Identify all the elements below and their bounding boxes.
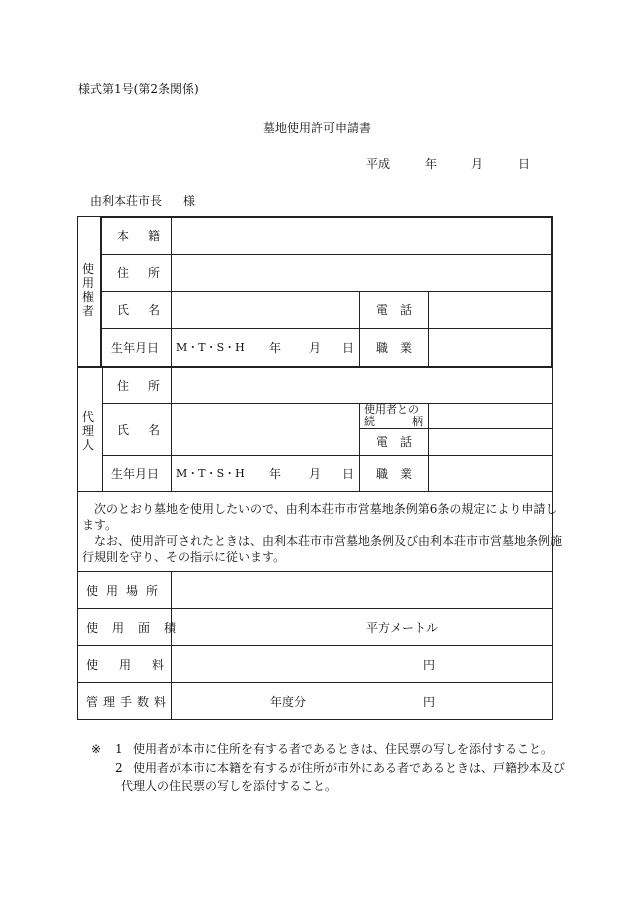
job-label-1: 職 [376, 341, 389, 355]
usage-fee-field[interactable] [173, 647, 418, 681]
phone-field[interactable] [430, 293, 550, 327]
agent-phone-field[interactable] [430, 430, 550, 454]
statement-p1-line1: 次のとおり墓地を使用したいので、由利本荘市市営墓地条例第6条の規定により申請し [94, 502, 558, 516]
agent-name-label-1: 氏 [117, 423, 130, 437]
note-2-line1: 使用者が本市に本籍を有するが住所が市外にある者であるときは、戸籍抄本及び [133, 761, 566, 775]
honseki-field[interactable] [173, 219, 550, 253]
agent-birthdate-era-options[interactable]: M・T・S・H [176, 467, 245, 480]
agent-phone-label-2: 話 [400, 435, 413, 449]
usage-location-field[interactable] [173, 573, 551, 607]
addressee-name: 由利本荘市長 [90, 194, 163, 208]
birthdate-era-options[interactable]: M・T・S・H [176, 341, 245, 354]
date-year: 年 [425, 157, 438, 171]
handling-fee-label: 管理手数料 [86, 695, 172, 709]
address-label-1: 住 [117, 266, 130, 280]
addressee-honorific: 様 [183, 194, 196, 208]
note-1-number: 1 [115, 742, 123, 756]
agent-job-field[interactable] [430, 457, 550, 490]
relation-field[interactable] [430, 405, 550, 427]
agent-address-label-1: 住 [117, 379, 130, 393]
handling-fee-field[interactable] [310, 684, 420, 718]
agent-address-label-2: 所 [148, 379, 161, 393]
agent-birthdate-year: 年 [269, 467, 282, 481]
relation-label-2b: 柄 [412, 415, 423, 428]
agent-birthdate-month: 月 [309, 467, 322, 481]
usage-location-label: 使用場所 [86, 584, 167, 598]
job-field[interactable] [430, 330, 550, 365]
note-2-number: 2 [115, 761, 123, 775]
agent-address-field[interactable] [173, 369, 550, 402]
form-number: 様式第1号(第2条関係) [78, 82, 199, 96]
phone-label-1: 電 [376, 303, 389, 317]
birthdate-day: 日 [342, 341, 355, 355]
agent-name-field[interactable] [173, 405, 357, 454]
address-field[interactable] [173, 256, 550, 290]
name-label-2: 名 [148, 303, 161, 317]
handling-fiscal-year: 年度分 [270, 695, 307, 709]
statement-p1-line2: ます。 [82, 518, 118, 532]
agent-job-label-2: 業 [400, 467, 413, 481]
usage-fee-label-1: 使 [86, 658, 99, 672]
address-label-2: 所 [148, 266, 161, 280]
relation-label-line1: 使用者との [364, 403, 419, 416]
usage-area-unit: 平方メートル [366, 621, 439, 635]
birthdate-month: 月 [309, 341, 322, 355]
honseki-label-1: 本 [117, 229, 130, 243]
agent-birthdate-label: 生年月日 [111, 467, 160, 481]
name-label-1: 氏 [117, 303, 130, 317]
handling-fee-unit: 円 [423, 695, 436, 709]
notes-mark: ※ [91, 742, 102, 756]
agent-phone-label-1: 電 [376, 435, 389, 449]
applicant-section-label: 使 用 権 者 [82, 262, 95, 318]
honseki-label-2: 籍 [148, 229, 161, 243]
statement-p2-line1: なお、使用許可されたときは、由利本荘市市営墓地条例及び由利本荘市市営墓地条例施 [94, 534, 563, 548]
usage-fee-label-2: 用 [119, 658, 132, 672]
agent-birthdate-day: 日 [342, 467, 355, 481]
usage-area-field[interactable] [173, 610, 363, 644]
name-field[interactable] [173, 293, 357, 327]
birthdate-label: 生年月日 [111, 341, 160, 355]
agent-name-label-2: 名 [148, 423, 161, 437]
usage-fee-unit: 円 [423, 658, 436, 672]
date-day: 日 [518, 157, 531, 171]
handling-fiscal-year-field[interactable] [173, 684, 267, 718]
phone-label-2: 話 [400, 303, 413, 317]
relation-label-2a: 続 [364, 415, 375, 428]
date-month: 月 [471, 157, 484, 171]
job-label-2: 業 [400, 341, 413, 355]
page-title: 墓地使用許可申請書 [263, 121, 372, 135]
usage-fee-label-3: 料 [152, 658, 165, 672]
note-1-text: 使用者が本市に住所を有する者であるときは、住民票の写しを添付すること。 [133, 742, 554, 756]
date-era: 平成 [366, 157, 391, 171]
note-2-line2: 代理人の住民票の写しを添付すること。 [121, 779, 338, 793]
birthdate-year: 年 [269, 341, 282, 355]
agent-section-label: 代 理 人 [82, 410, 95, 452]
agent-job-label-1: 職 [376, 467, 389, 481]
statement-p2-line2: 行規則を守り、その指示に従います。 [82, 550, 286, 564]
usage-area-label: 使用面積 [86, 621, 191, 635]
